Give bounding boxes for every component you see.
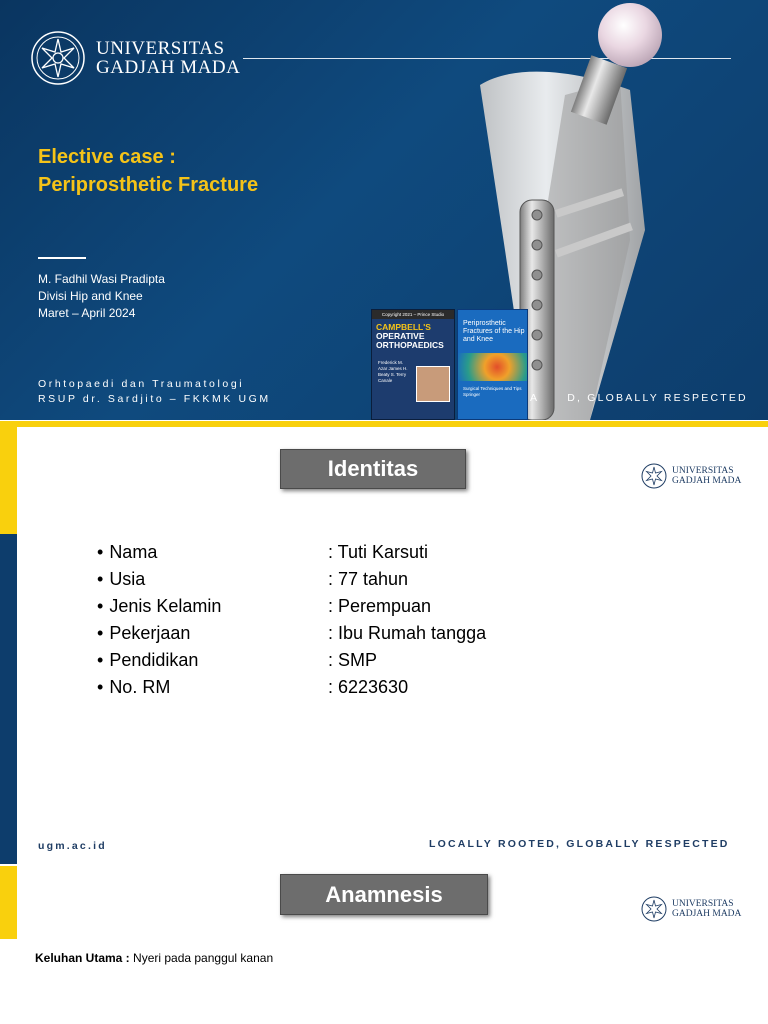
identity-slide <box>0 421 768 864</box>
identity-value: : SMP <box>328 650 378 670</box>
title-divider <box>38 257 86 259</box>
identity-value: : Tuti Karsuti <box>328 542 429 562</box>
department-block <box>38 377 271 407</box>
section-heading: Identitas <box>280 449 466 489</box>
title-line-1: Elective case : <box>38 146 176 168</box>
author-block <box>38 271 165 322</box>
chief-complaint <box>35 951 273 965</box>
bullet-icon: • <box>97 596 104 616</box>
identity-label: No. RM <box>109 677 171 697</box>
book2-publisher: Springer <box>463 392 481 397</box>
logo-line-2: GADJAH MADA <box>96 57 241 78</box>
division: Divisi Hip and Knee <box>38 289 143 303</box>
identity-row <box>97 539 486 566</box>
identity-row <box>97 566 486 593</box>
department-line-1: Orhtopaedi dan Traumatologi <box>38 378 245 390</box>
book-title-2: OPERATIVE <box>376 331 425 341</box>
ugm-seal-icon <box>641 896 667 922</box>
author-name: M. Fadhil Wasi Pradipta <box>38 272 165 286</box>
tagline <box>530 392 748 404</box>
book-band: Copyright 2021 – Prince Studio <box>372 310 454 319</box>
identity-row <box>97 674 486 701</box>
tagline-start: A <box>530 392 540 404</box>
department-line-2: RSUP dr. Sardjito – FKKMK UGM <box>38 393 271 405</box>
book-cover-image <box>416 366 450 402</box>
book-title-3: ORTHOPAEDICS <box>376 340 444 350</box>
period: Maret – April 2024 <box>38 306 136 320</box>
side-accent-yellow <box>0 866 17 939</box>
identity-list <box>97 539 486 701</box>
identity-value: : Ibu Rumah tangga <box>328 623 487 643</box>
logo-line-1: UNIVERSITAS <box>672 899 734 909</box>
ugm-logo <box>30 30 240 86</box>
anamnesis-slide <box>0 866 768 1024</box>
bullet-icon: • <box>97 650 104 670</box>
logo-line-2: GADJAH MADA <box>672 476 742 486</box>
logo-line-1: UNIVERSITAS <box>96 38 225 59</box>
identity-value: : 77 tahun <box>328 569 409 589</box>
book2-subtitle <box>463 386 521 398</box>
website-url: ugm.ac.id <box>38 840 107 852</box>
book2-subtitle-text: Surgical Techniques and Tips <box>463 386 522 391</box>
identity-value: : 6223630 <box>328 677 409 697</box>
ugm-logo-small <box>641 463 741 489</box>
section-heading: Anamnesis <box>280 874 488 915</box>
presentation-title <box>38 143 258 199</box>
identity-label: Jenis Kelamin <box>109 596 222 616</box>
identity-value: : Perempuan <box>328 596 432 616</box>
book2-title: Periprosthetic Fractures of the Hip and Knee <box>463 320 525 343</box>
book-authors: Frederick M. Azar James H. Beaty S. Terry Canale <box>378 360 408 383</box>
identity-row <box>97 620 486 647</box>
identity-row <box>97 647 486 674</box>
complaint-label: Keluhan Utama : <box>35 951 130 965</box>
periprosthetic-book-cover <box>457 309 528 420</box>
campbells-book-cover <box>371 309 455 420</box>
title-slide <box>0 0 768 420</box>
side-accent-navy <box>0 534 17 864</box>
top-accent-strip <box>0 421 768 427</box>
identity-label: Pekerjaan <box>109 623 191 643</box>
bullet-icon: • <box>97 677 104 697</box>
book2-cover-image <box>458 353 528 381</box>
identity-label: Pendidikan <box>109 650 199 670</box>
bullet-icon: • <box>97 623 104 643</box>
bullet-icon: • <box>97 569 104 589</box>
bullet-icon: • <box>97 542 104 562</box>
identity-label: Usia <box>109 569 146 589</box>
tagline-end: D, GLOBALLY RESPECTED <box>567 392 748 404</box>
tagline: LOCALLY ROOTED, GLOBALLY RESPECTED <box>429 838 730 850</box>
book-title-1: CAMPBELL'S <box>376 322 431 332</box>
title-line-2: Periprosthetic Fracture <box>38 174 259 196</box>
ugm-seal-icon <box>641 463 667 489</box>
complaint-value: Nyeri pada panggul kanan <box>129 951 274 965</box>
logo-line-2: GADJAH MADA <box>672 909 742 919</box>
ugm-seal-icon <box>30 30 86 86</box>
identity-label: Nama <box>109 542 158 562</box>
side-accent-yellow <box>0 427 17 534</box>
identity-row <box>97 593 486 620</box>
ugm-logo-small <box>641 896 741 922</box>
logo-line-1: UNIVERSITAS <box>672 466 734 476</box>
